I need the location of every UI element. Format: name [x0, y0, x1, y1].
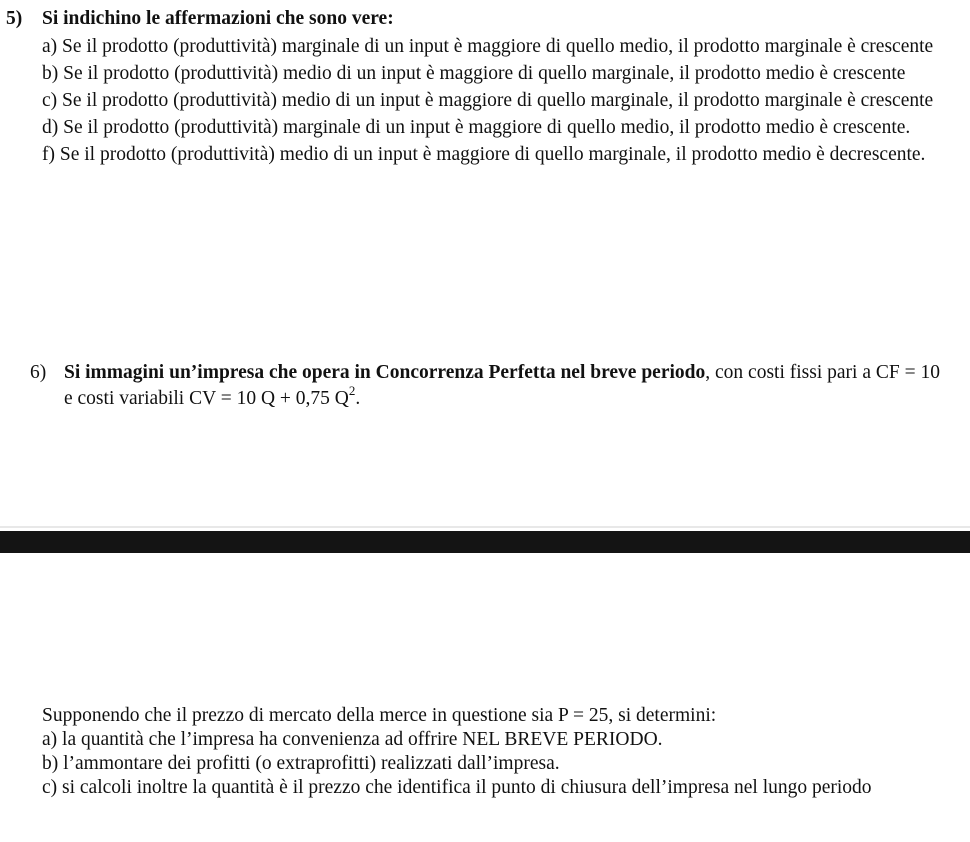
question-5-number: 5) — [6, 8, 23, 29]
task-a: a) la quantità che l’impresa ha convenienza ad offrire NEL BREVE PERIODO. — [42, 729, 663, 750]
variable-cost-exponent: 2 — [348, 383, 356, 398]
question-6-middle: e costi variabili — [64, 388, 190, 409]
question-5-option-c: c) Se il prodotto (produttività) medio di un input è maggiore di quello marginale, il prodotto marginale è crescente — [42, 90, 934, 111]
question-6-continuation — [42, 704, 922, 800]
question-6-intro-rest: , con costi fissi pari a — [705, 362, 876, 383]
question-6-intro-bold: Si immagini un’impresa che opera in Concorrenza Perfetta nel breve periodo — [64, 362, 706, 383]
question-5-heading — [0, 8, 970, 30]
variable-cost-formula: CV = 10 Q + 0,75 Q — [189, 388, 349, 409]
question-5-title: Si indichino le affermazioni che sono vere: — [42, 8, 394, 29]
market-price-intro: Supponendo che il prezzo di mercato della merce in questione sia P = 25, si determini: — [42, 705, 717, 726]
page-divider-bar — [0, 531, 970, 553]
question-5-option-a: a) Se il prodotto (produttività) marginale di un input è maggiore di quello medio, il prodotto marginale è crescente — [42, 36, 934, 57]
question-6-text — [0, 360, 970, 412]
question-5-option-f: f) Se il prodotto (produttività) medio di un input è maggiore di quello marginale, il prodotto medio è decrescente. — [42, 144, 926, 165]
question-6-end: . — [355, 388, 361, 409]
fixed-cost-formula: CF = 10 — [875, 362, 940, 383]
question-5-option-d: d) Se il prodotto (produttività) marginale di un input è maggiore di quello medio, il prodotto medio è crescente. — [42, 117, 911, 138]
question-5 — [0, 8, 970, 166]
task-b: b) l’ammontare dei profitti (o extraprofitti) realizzati dall’impresa. — [42, 753, 560, 774]
question-6 — [0, 360, 970, 412]
page-edge-line — [0, 526, 970, 528]
question-5-option-b: b) Se il prodotto (produttività) medio di un input è maggiore di quello marginale, il prodotto medio è crescente — [42, 63, 906, 84]
question-6-number: 6) — [30, 362, 47, 383]
task-c: c) si calcoli inoltre la quantità è il prezzo che identifica il punto di chiusura dell’impresa nel lungo periodo — [42, 777, 872, 798]
